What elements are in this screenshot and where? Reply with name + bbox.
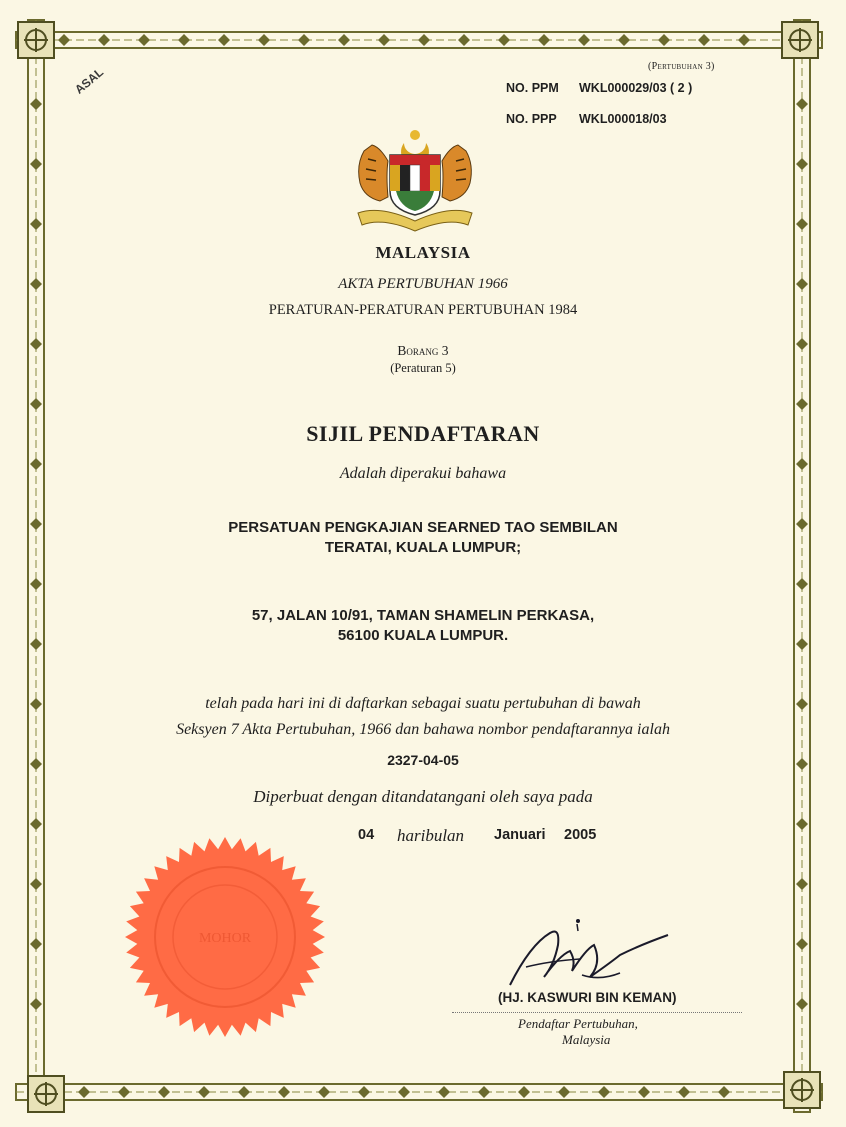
organisation-name-line2: TERATAI, KUALA LUMPUR;	[324, 539, 522, 556]
date-year: 2005	[564, 827, 597, 843]
date-day: 04	[358, 827, 375, 843]
ref-ppm-label: NO. PPM	[506, 81, 559, 95]
form-tag: (Pertubuhan 3)	[648, 61, 715, 72]
regulation-reference: (Peraturan 5)	[390, 361, 456, 375]
asal-stamp: ASAL	[72, 64, 107, 97]
signature-line	[452, 1012, 742, 1013]
date-haribulan: haribulan	[397, 826, 465, 845]
signatory-role-line2: Malaysia	[562, 1032, 611, 1047]
corner-ornament-icon	[782, 1070, 822, 1110]
corner-ornament-icon	[16, 20, 56, 60]
act-title: AKTA PERTUBUHAN 1966	[338, 276, 508, 292]
regulations-title: PERATURAN-PERATURAN PERTUBUHAN 1984	[268, 302, 578, 318]
organisation-name-line1: PERSATUAN PENGKAJIAN SEARNED TAO SEMBILAN	[228, 519, 618, 536]
corner-ornament-icon	[780, 20, 820, 60]
certify-statement: Adalah diperakui bahawa	[339, 465, 507, 482]
body-line2: Seksyen 7 Akta Pertubuhan, 1966 dan bahawa nombor pendaftarannya ialah	[176, 721, 670, 738]
border-top	[14, 18, 824, 62]
border-left	[14, 18, 58, 1114]
coat-of-arms-icon	[350, 125, 480, 235]
made-by-statement: Diperbuat dengan ditandatangani oleh saya pada	[253, 787, 593, 806]
signatory-role-line1: Pendaftar Pertubuhan,	[518, 1016, 638, 1031]
ref-ppm-value: WKL000029/03 ( 2 )	[579, 81, 693, 95]
body-line1: telah pada hari ini di daftarkan sebagai suatu pertubuhan di bawah	[205, 695, 641, 712]
organisation-address-line1: 57, JALAN 10/91, TAMAN SHAMELIN PERKASA,	[251, 607, 595, 624]
ref-ppp-value: WKL000018/03	[579, 112, 667, 126]
border-bottom	[14, 1070, 824, 1114]
corner-ornament-icon	[26, 1074, 66, 1114]
border-right	[780, 18, 824, 1114]
country-heading: MALAYSIA	[375, 243, 471, 262]
certificate-title: SIJIL PENDAFTARAN	[306, 421, 540, 446]
form-number: Borang 3	[397, 343, 449, 358]
signatory-name: (HJ. KASWURI BIN KEMAN)	[498, 990, 677, 1005]
organisation-address-line2: 56100 KUALA LUMPUR.	[337, 627, 509, 644]
date-month: Januari	[494, 827, 546, 843]
registration-number: 2327-04-05	[387, 752, 459, 768]
official-seal-icon	[120, 832, 330, 1042]
ref-ppp-label: NO. PPP	[506, 112, 557, 126]
seal-text: MOHOR	[198, 931, 252, 946]
